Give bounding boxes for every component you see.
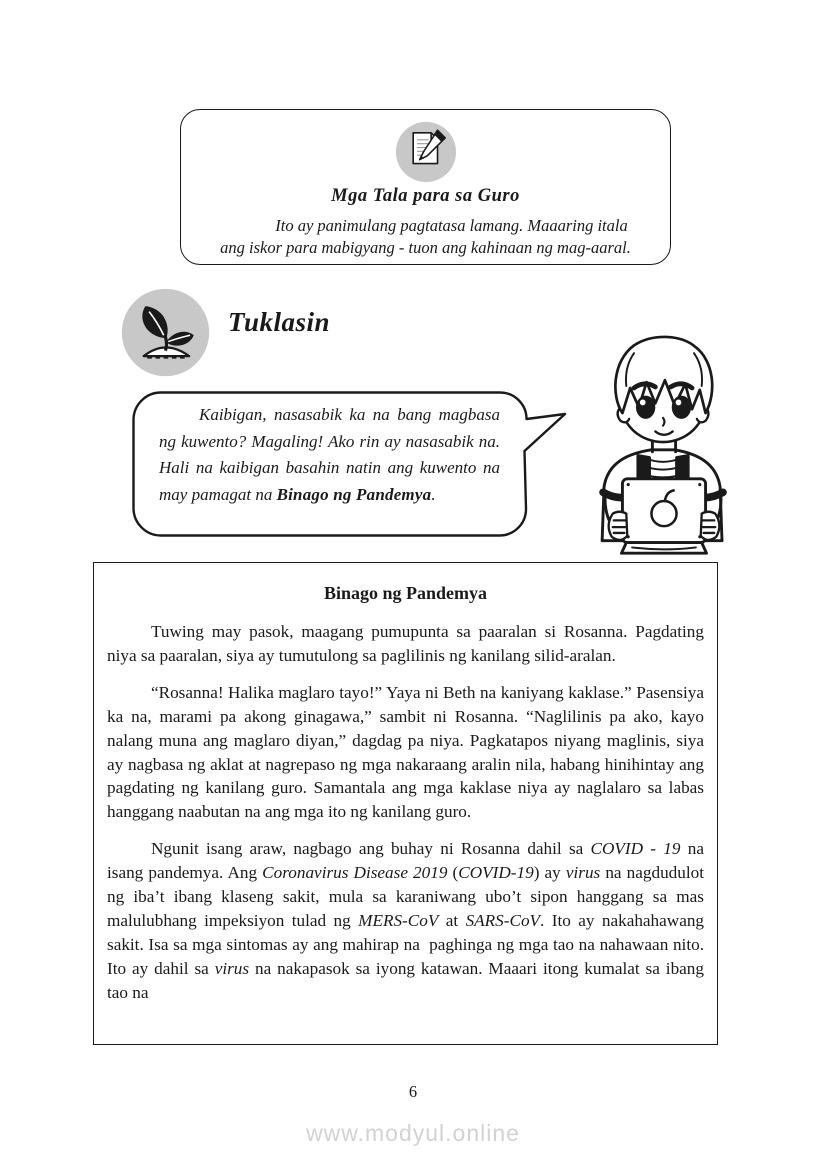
watermark: www.modyul.online — [306, 1120, 520, 1146]
teacher-notes-text-line-2: ang iskor para mabigyang - tuon ang kahinaan ng mag-aaral. — [220, 237, 631, 257]
section-title-tuklasin: Tuklasin — [228, 307, 331, 337]
note-pencil-icon — [394, 120, 458, 184]
teacher-notes-title: Mga Tala para sa Guro — [331, 186, 520, 206]
story-paragraph-1: Tuwing may pasok, maagang pumupunta sa paaralan si Rosanna. Pagdating niya sa paaralan, siya ay tumutulong sa paglilinis ng kanilang silid-aralan. — [107, 622, 704, 665]
story-paragraph-2: “Rosanna! Halika maglaro tayo!” Yaya ni Beth na kaniyang kaklase.” Pasensiya ka na, marami pa akong ginagawa,” sambit ni Rosanna. “Naglilinis pa ako, kayo nalang muna ang maglaro diyan,” dagdag pa niya. Pagkatapos niyang maglinis, siya ay nagbasa ng aklat at nagrepaso ng mga nakaraang aralin nila, habang hinihintay ang pagdating ng kanilang guro. Samantala ang mga kaklase niya ay naglalaro sa labas hanggang naabutan na ang mga ito ng kanilang guro. — [107, 682, 704, 822]
story-box — [93, 562, 718, 1045]
boy-holding-laptop-illustration — [558, 328, 770, 560]
teacher-notes-text-line-1: Ito ay panimulang pagtatasa lamang. Maaaring itala — [275, 216, 628, 235]
story-title: Binago ng Pandemya — [323, 583, 488, 603]
page-number: 6 — [408, 1082, 418, 1101]
story-paragraph-3: Ngunit isang araw, nagbago ang buhay ni Rosanna dahil sa COVID - 19 na isang pandemya. Ang Coronavirus Disease 2019 (COVID-19) ay virus na nagdudulot ng iba’t ibang klaseng sakit, mula sa karaniwang ubo’t sipon hanggang sa mas malulubhang impeksiyon tulad ng MERS-CoV at SARS-CoV. Ito ay nakahahawang sakit. Isa sa mga sintomas ay ang mahirap na paghinga ng mga tao na nahawaan nito. Ito ay dahil sa virus na nakapasok sa iyong katawan. Maaari itong kumalat sa ibang tao na — [107, 839, 705, 1002]
speech-bubble-text: Kaibigan, nasasabik ka na bang magbasa ng kuwento? Magaling! Ako rin ay nasasabik na. Hali na kaibigan basahin natin ang kuwento na may pamagat na Binago ng Pandemya. — [159, 405, 500, 504]
speech-bubble — [132, 391, 572, 538]
seedling-icon — [120, 287, 211, 378]
teacher-notes-box — [180, 109, 671, 265]
